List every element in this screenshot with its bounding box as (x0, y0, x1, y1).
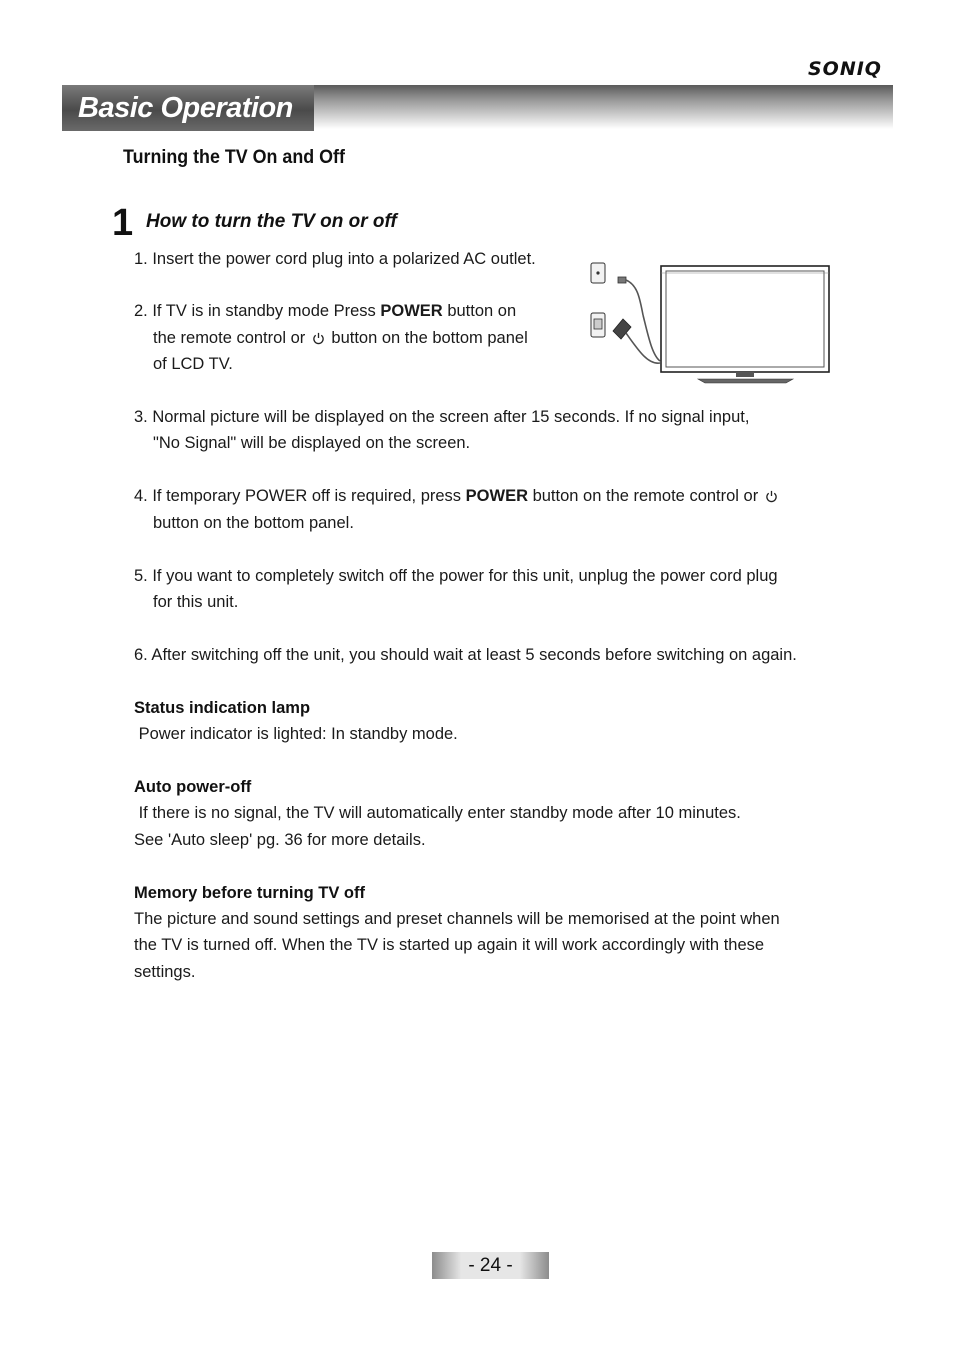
instruction-6: 6. After switching off the unit, you should wait at least 5 seconds before switching on again. (134, 646, 797, 664)
memory-text-line-3: settings. (134, 963, 196, 981)
auto-power-off-reference: See 'Auto sleep' pg. 36 for more details. (134, 831, 426, 849)
step-title: How to turn the TV on or off (146, 211, 397, 232)
instruction-5-line-2: for this unit. (153, 593, 239, 611)
instruction-4-line-1: 4. If temporary POWER off is required, press POWER button on the remote control or (134, 483, 780, 510)
status-lamp-heading: Status indication lamp (134, 699, 311, 717)
page-subheading: Turning the TV On and Off (123, 147, 345, 168)
instruction-1: 1. Insert the power cord plug into a polarized AC outlet. (134, 250, 536, 268)
instruction-4-line-2: button on the bottom panel. (153, 514, 354, 532)
step-number: 1 (112, 202, 134, 244)
page-number: - 24 - (468, 1255, 513, 1276)
memory-text-line-1: The picture and sound settings and preset channels will be memorised at the point when (134, 910, 780, 928)
power-icon (765, 489, 778, 503)
power-icon (312, 331, 325, 345)
instruction-3-line-2: "No Signal" will be displayed on the screen. (153, 434, 471, 452)
instruction-2-line-2: the remote control or button on the bottom panel (153, 329, 528, 347)
instruction-2-line-3: of LCD TV. (153, 355, 233, 373)
section-title: Basic Operation (78, 92, 293, 124)
tv-power-connection-illustration (588, 255, 833, 385)
brand-logo: SONIQ (808, 58, 882, 80)
memory-text-line-2: the TV is turned off. When the TV is started up again it will work accordingly with these (134, 936, 765, 954)
instruction-5-line-1: 5. If you want to completely switch off the power for this unit, unplug the power cord plug (134, 567, 778, 585)
status-lamp-text: Power indicator is lighted: In standby mode. (134, 725, 458, 743)
auto-power-off-text: If there is no signal, the TV will automatically enter standby mode after 10 minutes. (134, 804, 741, 822)
memory-heading: Memory before turning TV off (134, 884, 365, 902)
instruction-2-line-1: 2. If TV is in standby mode Press POWER button on (134, 302, 517, 320)
auto-power-off-heading: Auto power-off (134, 778, 252, 796)
instruction-3-line-1: 3. Normal picture will be displayed on the screen after 15 seconds. If no signal input, (134, 408, 750, 426)
